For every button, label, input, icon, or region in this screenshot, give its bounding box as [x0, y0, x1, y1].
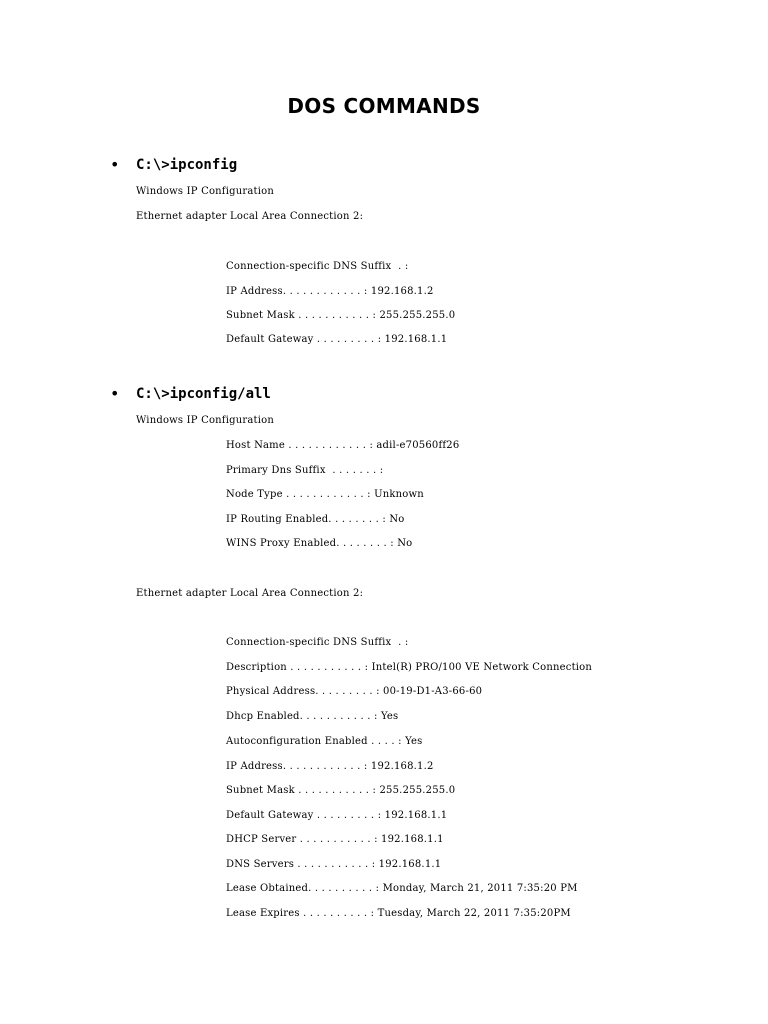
output-line: IP Address. . . . . . . . . . . . : 192.168.1.2 — [226, 286, 434, 297]
output-line: Lease Expires . . . . . . . . . . : Tuesday, March 22, 2011 7:35:20PM — [226, 908, 571, 919]
output-line: Description . . . . . . . . . . . : Intel(R) PRO/100 VE Network Connection — [226, 662, 593, 673]
output-line: Node Type . . . . . . . . . . . . : Unknown — [226, 489, 424, 500]
output-line: DHCP Server . . . . . . . . . . . : 192.168.1.1 — [226, 834, 444, 845]
output-line: WINS Proxy Enabled. . . . . . . . : No — [226, 538, 413, 549]
bullet-2: • — [110, 384, 120, 403]
output-line: DNS Servers . . . . . . . . . . . : 192.168.1.1 — [226, 859, 442, 870]
output-line: Autoconfiguration Enabled . . . . : Yes — [226, 736, 423, 747]
output-line: Default Gateway . . . . . . . . . : 192.168.1.1 — [226, 810, 448, 821]
output-line: Dhcp Enabled. . . . . . . . . . . : Yes — [226, 711, 399, 722]
output-line: Windows IP Configuration — [136, 186, 274, 197]
output-line: Host Name . . . . . . . . . . . . : adil-e70560ff26 — [226, 440, 460, 451]
output-line: IP Address. . . . . . . . . . . . : 192.168.1.2 — [226, 761, 434, 772]
page-title: DOS COMMANDS — [287, 94, 481, 118]
output-line: IP Routing Enabled. . . . . . . . : No — [226, 514, 405, 525]
output-line: Connection-specific DNS Suffix . : — [226, 637, 409, 648]
output-line: Ethernet adapter Local Area Connection 2: — [136, 211, 364, 222]
command-ipconfig-all: C:\>ipconfig/all — [136, 386, 271, 402]
command-ipconfig: C:\>ipconfig — [136, 157, 238, 173]
output-line: Default Gateway . . . . . . . . . : 192.168.1.1 — [226, 334, 448, 345]
bullet-1: • — [110, 155, 120, 174]
output-line: Ethernet adapter Local Area Connection 2: — [136, 588, 364, 599]
output-line: Lease Obtained. . . . . . . . . . : Monday, March 21, 2011 7:35:20 PM — [226, 883, 578, 894]
output-line: Physical Address. . . . . . . . . : 00-19-D1-A3-66-60 — [226, 686, 483, 697]
output-line: Connection-specific DNS Suffix . : — [226, 261, 409, 272]
output-line: Primary Dns Suffix . . . . . . . : — [226, 465, 384, 476]
output-line: Windows IP Configuration — [136, 415, 274, 426]
output-line: Subnet Mask . . . . . . . . . . . : 255.255.255.0 — [226, 785, 456, 796]
output-line: Subnet Mask . . . . . . . . . . . : 255.255.255.0 — [226, 310, 456, 321]
